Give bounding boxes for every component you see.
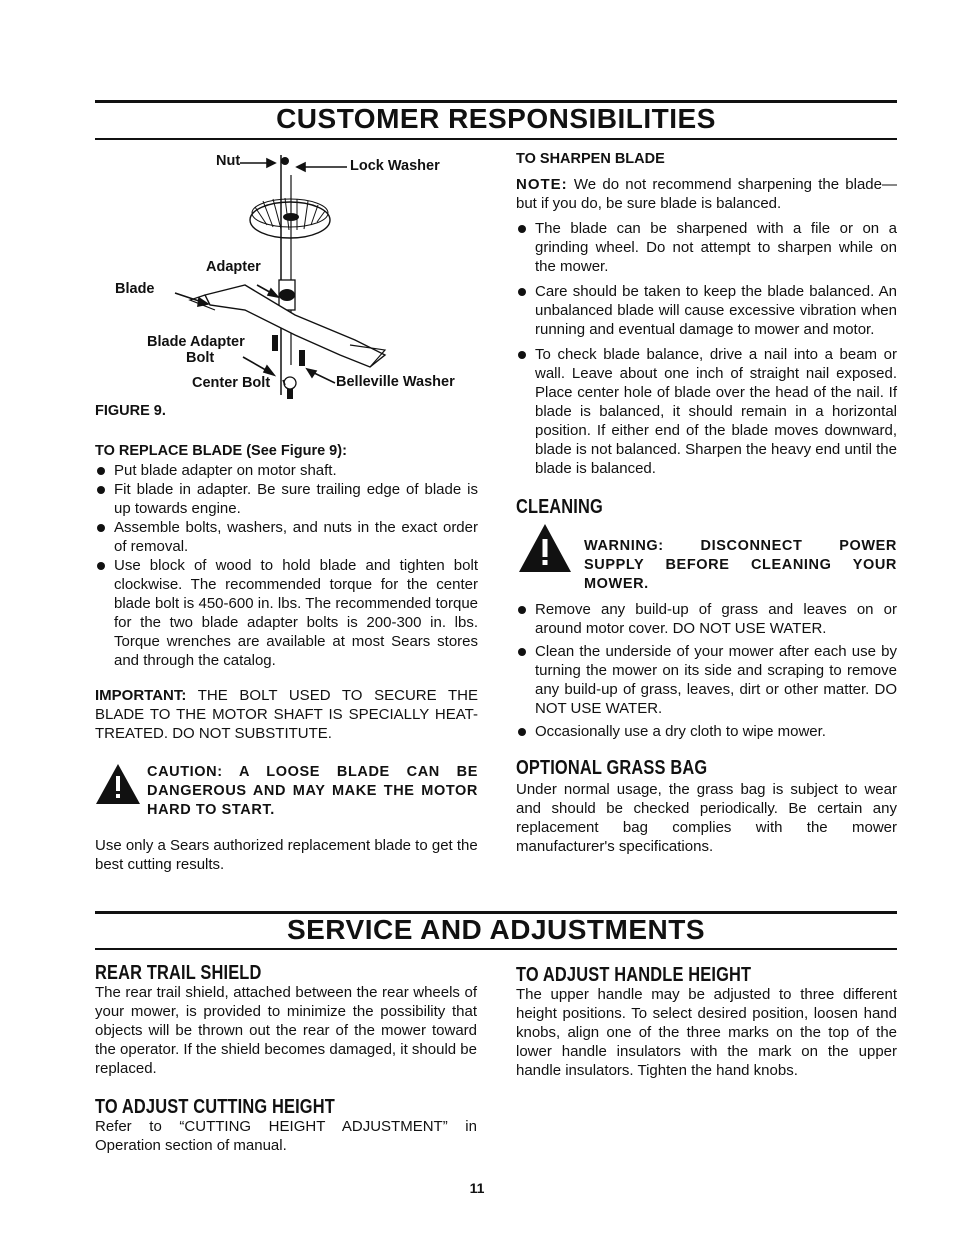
handle-height-text: The upper handle may be adjusted to three different height positions. To select desired position, loosen hand knobs, align one of the three marks on the top of the lower handle insulators with the mark on the upper handle insulators. Tighten the hand knobs. xyxy=(516,986,897,1079)
service-banner: SERVICE AND ADJUSTMENTS xyxy=(286,914,706,945)
replace-blade-list xyxy=(95,461,478,670)
warning-text: WARNING: DISCONNECT POWER SUPPLY BEFORE CLEANING YOUR MOWER. xyxy=(584,538,897,592)
note-label: NOTE: xyxy=(516,176,568,193)
cutting-height-heading: TO ADJUST CUTTING HEIGHT xyxy=(95,1096,335,1118)
label-adapter: Adapter xyxy=(206,259,261,275)
figure-caption: FIGURE 9. xyxy=(95,403,166,419)
label-belleville-washer: Belleville Washer xyxy=(336,374,455,390)
replacement-note: Use only a Sears authorized replacement blade to get the best cutting results. xyxy=(95,837,478,873)
list-item: The blade can be sharpened with a file or on a grinding wheel. Do not attempt to sharpen while on the mower. xyxy=(516,219,897,276)
figure-9 xyxy=(95,145,485,415)
service-banner-underline xyxy=(95,948,897,950)
handle-height-heading: TO ADJUST HANDLE HEIGHT xyxy=(516,964,752,986)
list-item: Remove any build-up of grass and leaves on or around motor cover. DO NOT USE WATER. xyxy=(516,600,897,638)
list-item: Assemble bolts, washers, and nuts in the exact order of removal. xyxy=(95,518,478,556)
list-item: Put blade adapter on motor shaft. xyxy=(95,461,478,480)
label-nut: Nut xyxy=(216,153,241,169)
label-center-bolt: Center Bolt xyxy=(192,375,271,391)
grass-bag-heading: OPTIONAL GRASS BAG xyxy=(516,757,708,779)
warning-box xyxy=(516,523,897,594)
page-number: 11 xyxy=(469,1180,485,1196)
cleaning-list xyxy=(516,600,897,741)
customer-banner-underline xyxy=(95,138,897,140)
important-text: THE BOLT USED TO SECURE THE BLADE TO THE MOTOR SHAFT IS SPECIALLY HEAT-TREATED. DO NOT SUBSTITUTE. xyxy=(95,687,478,742)
sharpen-note xyxy=(516,175,897,213)
sharpen-list xyxy=(516,219,897,478)
warning-icon xyxy=(518,523,572,573)
list-item: Clean the underside of your mower after each use by turning the mower on its side and scraping to remove any build-up of grass, leaves, dirt or other matter. DO NOT USE WATER. xyxy=(516,642,897,718)
grass-bag-text: Under normal usage, the grass bag is subject to wear and should be checked periodically. Be certain any replacement bag complies with the mower manufacturer's specifications. xyxy=(516,781,897,855)
rear-trail-heading: REAR TRAIL SHIELD xyxy=(95,962,262,984)
list-item: To check blade balance, drive a nail into a beam or wall. Leave about one inch of straight nail exposed. Place center hole of blade over the head of the nail. If blade is balanced, it should remain in a horizontal position. If either end of the blade moves downward, blade is not balanced. Sharpen the heavy end until the blade is balanced. xyxy=(516,345,897,478)
label-blade-adapter: Blade Adapter xyxy=(147,334,245,350)
list-item: Fit blade in adapter. Be sure trailing edge of blade is up towards engine. xyxy=(95,480,478,518)
service-left-column xyxy=(95,964,477,1155)
replace-blade-section xyxy=(95,442,478,874)
cutting-height-text: Refer to “CUTTING HEIGHT ADJUSTMENT” in Operation section of manual. xyxy=(95,1118,477,1154)
caution-warning-icon xyxy=(95,763,141,805)
list-item: Occasionally use a dry cloth to wipe mower. xyxy=(516,722,897,741)
right-column xyxy=(516,150,897,856)
customer-banner: CUSTOMER RESPONSIBILITIES xyxy=(276,103,716,134)
caution-box xyxy=(95,763,478,820)
replace-blade-heading: TO REPLACE BLADE (See Figure 9): xyxy=(95,443,347,459)
service-right-column xyxy=(516,966,897,1080)
sharpen-blade-heading: TO SHARPEN BLADE xyxy=(516,151,665,167)
rear-trail-text: The rear trail shield, attached between the rear wheels of your mower, is provided to minimize the possibility that objects will be thrown out the rear of the mower toward the operator. If the shield becomes damaged, it should be replaced. xyxy=(95,984,477,1077)
caution-text: CAUTION: A LOOSE BLADE CAN BE DANGEROUS AND MAY MAKE THE MOTOR HARD TO START. xyxy=(147,764,478,818)
important-label: IMPORTANT: xyxy=(95,687,187,704)
list-item: Use block of wood to hold blade and tighten bolt clockwise. The recommended torque for the center blade bolt is 450-600 in. lbs. The recommended torque for the two blade adapter bolts is 200-300 in. lbs. Torque wrenches are available at most Sears stores and through the catalog. xyxy=(95,556,478,670)
cleaning-heading: CLEANING xyxy=(516,496,603,518)
label-blade-adapter-bolt: Bolt xyxy=(186,350,215,366)
list-item: Care should be taken to keep the blade balanced. An unbalanced blade will cause excessive vibration when running and eventual damage to mower and motor. xyxy=(516,282,897,339)
label-blade: Blade xyxy=(115,281,155,297)
note-text: We do not recommend sharpening the blade—but if you do, be sure blade is balanced. xyxy=(516,176,897,212)
label-lock-washer: Lock Washer xyxy=(350,158,440,174)
important-notice xyxy=(95,686,478,743)
